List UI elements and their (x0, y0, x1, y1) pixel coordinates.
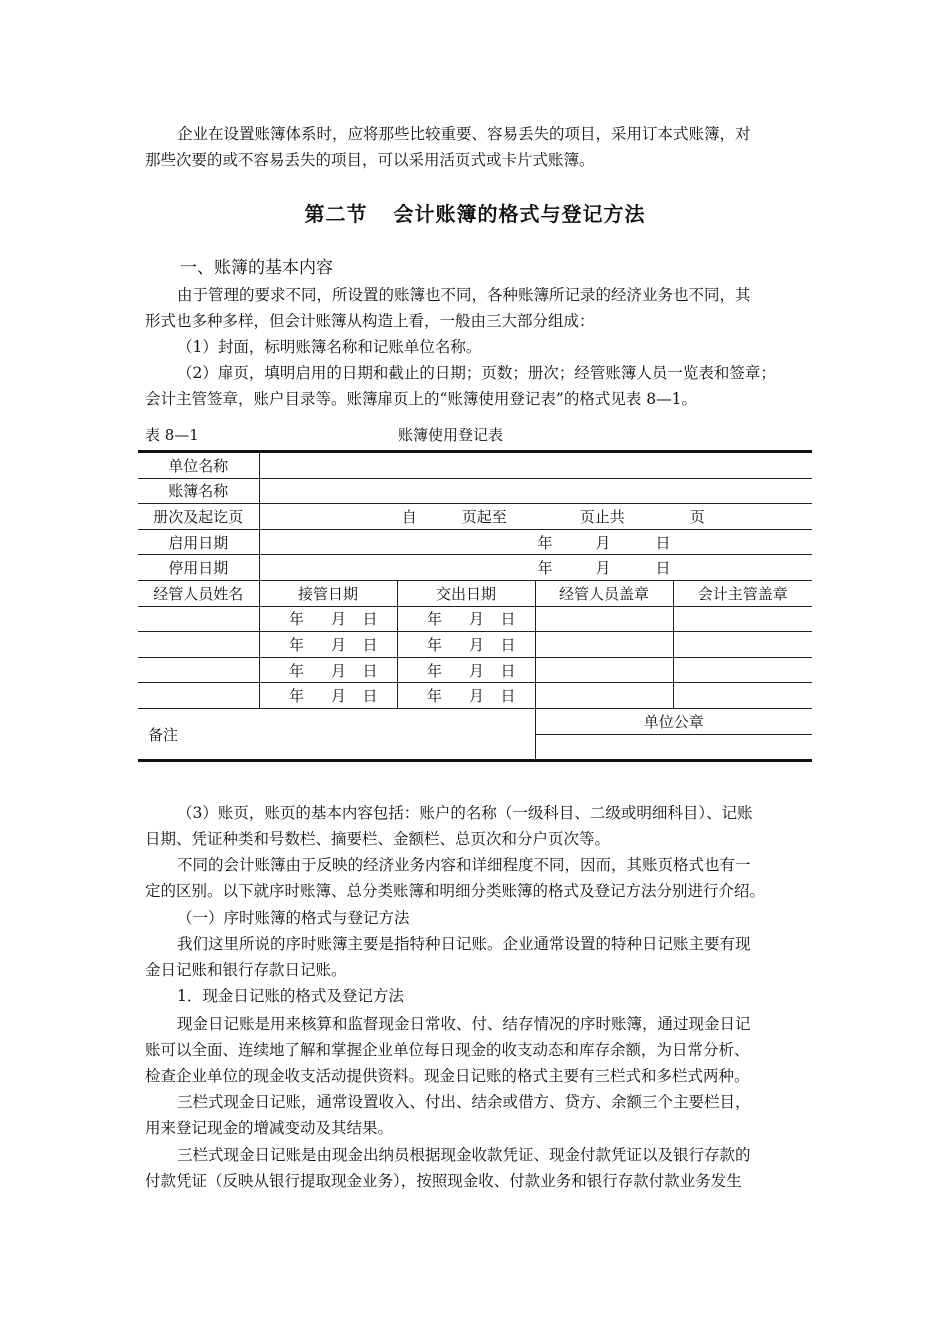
handover-date-cell: 年 月 日 (397, 632, 535, 658)
unit-name-label: 单位名称 (138, 452, 259, 479)
vp-from: 自 (401, 507, 417, 526)
ledger-registration-table (138, 450, 812, 762)
keeper-name-header: 经管人员姓名 (138, 580, 259, 606)
unit-seal-label: 单位公章 (535, 708, 812, 734)
start-date-label: 启用日期 (138, 529, 259, 555)
table-row (138, 478, 812, 504)
paragraph-flyleaf-line-1: （2）扉页，填明启用的日期和截止的日期；页数；册次；经管账簿人员一览表和签章； (177, 364, 776, 382)
remarks-label: 备注 (138, 708, 535, 760)
heading-basic-content: 一、账簿的基本内容 (180, 258, 333, 278)
vp-page-start: 页起至 (461, 507, 507, 526)
table-row (138, 504, 812, 530)
subheading-journal: （一）序时账簿的格式与登记方法 (177, 909, 410, 927)
table-row (138, 708, 812, 734)
handover-date-cell: 年 月 日 (397, 606, 535, 632)
volume-pages-value (259, 504, 812, 530)
keeper-name-cell (138, 606, 259, 632)
table-row (138, 632, 812, 658)
stop-date-value: 年 月 日 (259, 555, 812, 581)
vp-page-end: 页止共 (579, 507, 625, 526)
paragraph-10-line-1: 现金日记账是用来核算和监督现金日常收、付、结存情况的序时账簿，通过现金日记 (177, 1015, 751, 1033)
paragraph-10-line-3: 检查企业单位的现金收支活动提供资料。现金日记账的格式主要有三栏式和多栏式两种。 (145, 1067, 750, 1085)
takeover-date-cell: 年 月 日 (259, 683, 397, 709)
takeover-date-cell: 年 月 日 (259, 657, 397, 683)
paragraph-2-line-1: 由于管理的要求不同，所设置的账簿也不同，各种账簿所记录的经济业务也不同，其 (177, 286, 751, 304)
vp-page: 页 (689, 507, 705, 526)
keeper-seal-cell (535, 632, 673, 658)
keeper-name-cell (138, 632, 259, 658)
paragraph-2-line-2: 形式也多种多样，但会计账簿从构造上看，一般由三大部分组成： (145, 312, 595, 330)
paragraph-cover: （1）封面，标明账簿名称和记账单位名称。 (177, 338, 482, 356)
takeover-date-cell: 年 月 日 (259, 606, 397, 632)
paragraph-8-line-1: 我们这里所说的序时账簿主要是指特种日记账。企业通常设置的特种日记账主要有现 (177, 935, 751, 953)
table-row (138, 606, 812, 632)
handover-date-cell: 年 月 日 (397, 657, 535, 683)
unit-seal-value (535, 734, 812, 761)
supervisor-seal-cell (673, 683, 812, 709)
table-row (138, 555, 812, 581)
supervisor-seal-cell (673, 657, 812, 683)
paragraph-account-page-line-2: 日期、凭证种类和号数栏、摘要栏、金额栏、总页次和分户页次等。 (145, 830, 611, 848)
keeper-seal-cell (535, 606, 673, 632)
table-number: 表 8—1 (145, 426, 199, 444)
keeper-seal-header: 经管人员盖章 (535, 580, 673, 606)
paragraph-8-line-2: 金日记账和银行存款日记账。 (145, 961, 347, 979)
stop-date-label: 停用日期 (138, 555, 259, 581)
paragraph-6-line-1: 不同的会计账簿由于反映的经济业务内容和详细程度不同，因而，其账页格式也有一 (177, 856, 751, 874)
handover-date-cell: 年 月 日 (397, 683, 535, 709)
paragraph-1-line-1: 企业在设置账簿体系时，应将那些比较重要、容易丢失的项目，采用订本式账簿，对 (177, 125, 751, 143)
volume-pages-label: 册次及起讫页 (138, 504, 259, 530)
section-title-number: 第二节 (304, 202, 368, 226)
paragraph-account-page-line-1: （3）账页，账页的基本内容包括：账户的名称（一级科目、二级或明细科目）、记账 (177, 804, 753, 822)
table-row (138, 657, 812, 683)
table-caption: 账簿使用登记表 (398, 426, 504, 444)
paragraph-11-line-1: 三栏式现金日记账，通常设置收入、付出、结余或借方、贷方、余额三个主要栏目， (177, 1093, 751, 1111)
supervisor-seal-cell (673, 606, 812, 632)
book-name-label: 账簿名称 (138, 478, 259, 504)
paragraph-11-line-2: 用来登记现金的增减变动及其结果。 (145, 1119, 394, 1137)
paragraph-10-line-2: 账可以全面、连续地了解和掌握企业单位每日现金的收支动态和库存余额，为日常分析、 (145, 1041, 750, 1059)
keeper-seal-cell (535, 657, 673, 683)
takeover-date-cell: 年 月 日 (259, 632, 397, 658)
table-row (138, 529, 812, 555)
unit-name-value (259, 452, 812, 479)
supervisor-seal-cell (673, 632, 812, 658)
keeper-seal-cell (535, 683, 673, 709)
paragraph-flyleaf-line-2: 会计主管签章，账户目录等。账簿扉页上的“账簿使用登记表”的格式见表 8—1。 (145, 390, 698, 408)
table-row (138, 683, 812, 709)
table-row (138, 452, 812, 479)
supervisor-seal-header: 会计主管盖章 (673, 580, 812, 606)
keeper-name-cell (138, 657, 259, 683)
paragraph-12-line-1: 三栏式现金日记账是由现金出纳员根据现金收款凭证、现金付款凭证以及银行存款的 (177, 1146, 751, 1164)
handover-date-header: 交出日期 (397, 580, 535, 606)
table-row (138, 580, 812, 606)
paragraph-1-line-2: 那些次要的或不容易丢失的项目，可以采用活页式或卡片式账簿。 (145, 151, 595, 169)
paragraph-12-line-2: 付款凭证（反映从银行提取现金业务），按照现金收、付款业务和银行存款付款业务发生 (145, 1172, 742, 1190)
section-title (0, 198, 950, 227)
start-date-value: 年 月 日 (259, 529, 812, 555)
book-name-value (259, 478, 812, 504)
takeover-date-header: 接管日期 (259, 580, 397, 606)
keeper-name-cell (138, 683, 259, 709)
paragraph-6-line-2: 定的区别。以下就序时账簿、总分类账簿和明细分类账簿的格式及登记方法分别进行介绍。 (145, 882, 766, 900)
subheading-cash-journal: 1．现金日记账的格式及登记方法 (177, 987, 404, 1005)
section-title-text: 会计账簿的格式与登记方法 (393, 202, 646, 226)
